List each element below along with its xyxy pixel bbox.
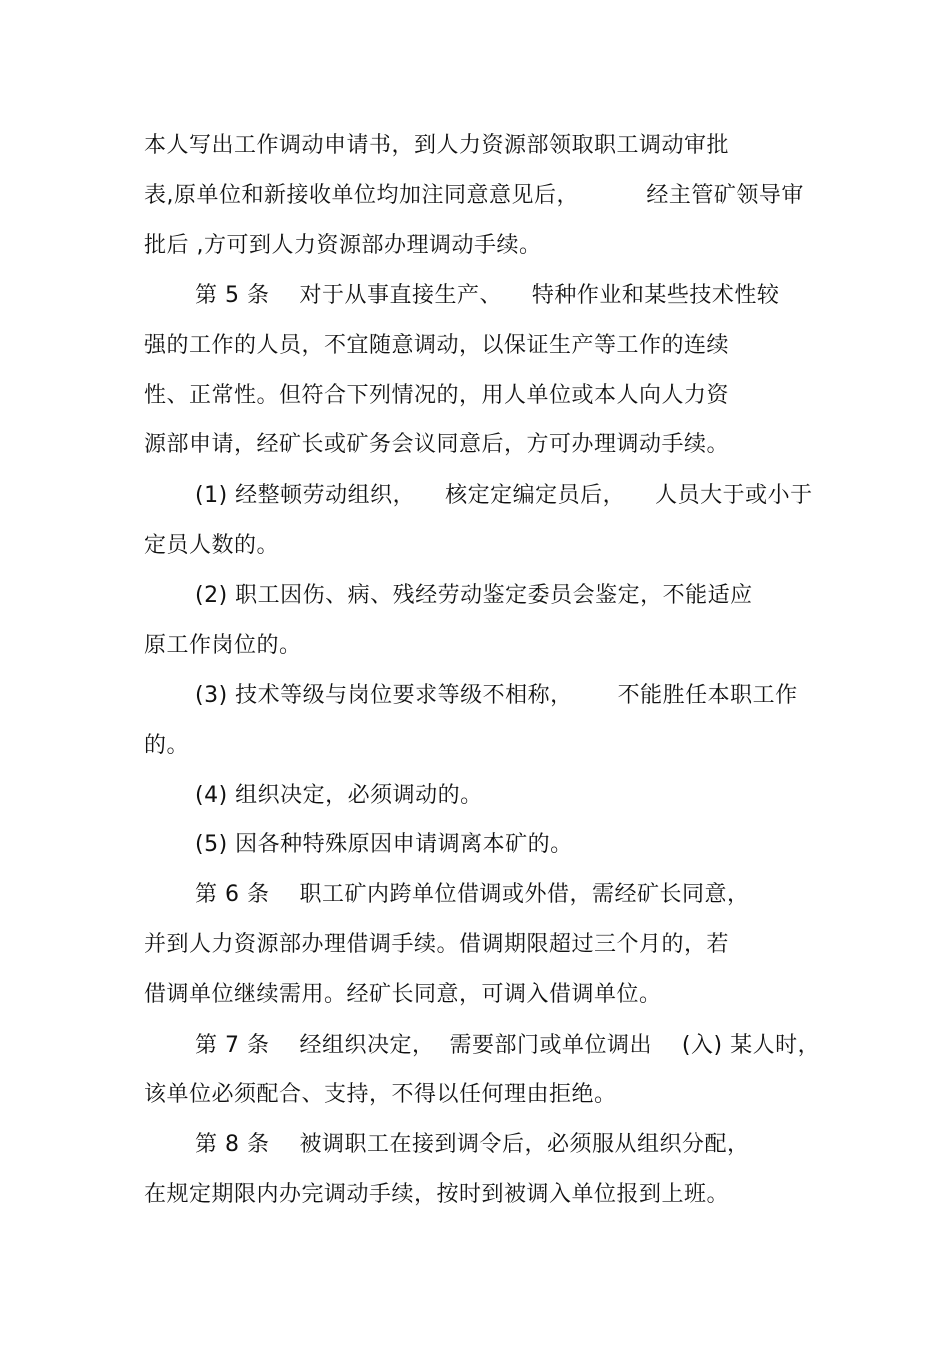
article-7-line-1: 第 7 条 经组织决定， 需要部门或单位调出 (入) 某人时，	[195, 1033, 821, 1058]
article-6-line-2: 并到人力资源部办理借调手续。借调期限超过三个月的，若	[144, 932, 730, 957]
article-6-line-3: 借调单位继续需用。经矿长同意，可调入借调单位。	[144, 982, 662, 1007]
text-line-2: 表,原单位和新接收单位均加注同意意见后， 经主管矿领导审	[144, 183, 804, 208]
item-1-line-2: 定员人数的。	[144, 533, 280, 558]
text-line-1: 本人写出工作调动申请书，到人力资源部领取职工调动审批	[144, 133, 730, 158]
item-1-line-1: (1) 经整顿劳动组织， 核定定编定员后， 人员大于或小于	[195, 483, 813, 508]
article-7-line-2: 该单位必须配合、支持，不得以任何理由拒绝。	[144, 1082, 617, 1107]
item-2-line-1: (2) 职工因伤、病、残经劳动鉴定委员会鉴定，不能适应	[195, 583, 753, 608]
text-line-3: 批后 ,方可到人力资源部办理调动手续。	[144, 233, 542, 258]
article-8-line-2: 在规定期限内办完调动手续，按时到被调入单位报到上班。	[144, 1182, 730, 1207]
article-8-line-1: 第 8 条 被调职工在接到调令后，必须服从组织分配，	[195, 1132, 750, 1157]
article-5-line-3: 性、正常性。但符合下列情况的，用人单位或本人向人力资	[144, 383, 730, 408]
article-6-line-1: 第 6 条 职工矿内跨单位借调或外借，需经矿长同意，	[195, 882, 750, 907]
item-2-line-2: 原工作岗位的。	[144, 633, 302, 658]
article-5-line-1: 第 5 条 对于从事直接生产、 特种作业和某些技术性较	[195, 283, 780, 308]
article-5-line-4: 源部申请，经矿长或矿务会议同意后，方可办理调动手续。	[144, 432, 730, 457]
item-4-line: (4) 组织决定，必须调动的。	[195, 783, 483, 808]
item-5-line: (5) 因各种特殊原因申请调离本矿的。	[195, 832, 573, 857]
article-5-line-2: 强的工作的人员，不宜随意调动，以保证生产等工作的连续	[144, 333, 730, 358]
item-3-line-2: 的。	[144, 733, 190, 758]
item-3-line-1: (3) 技术等级与岗位要求等级不相称， 不能胜任本职工作	[195, 683, 798, 708]
